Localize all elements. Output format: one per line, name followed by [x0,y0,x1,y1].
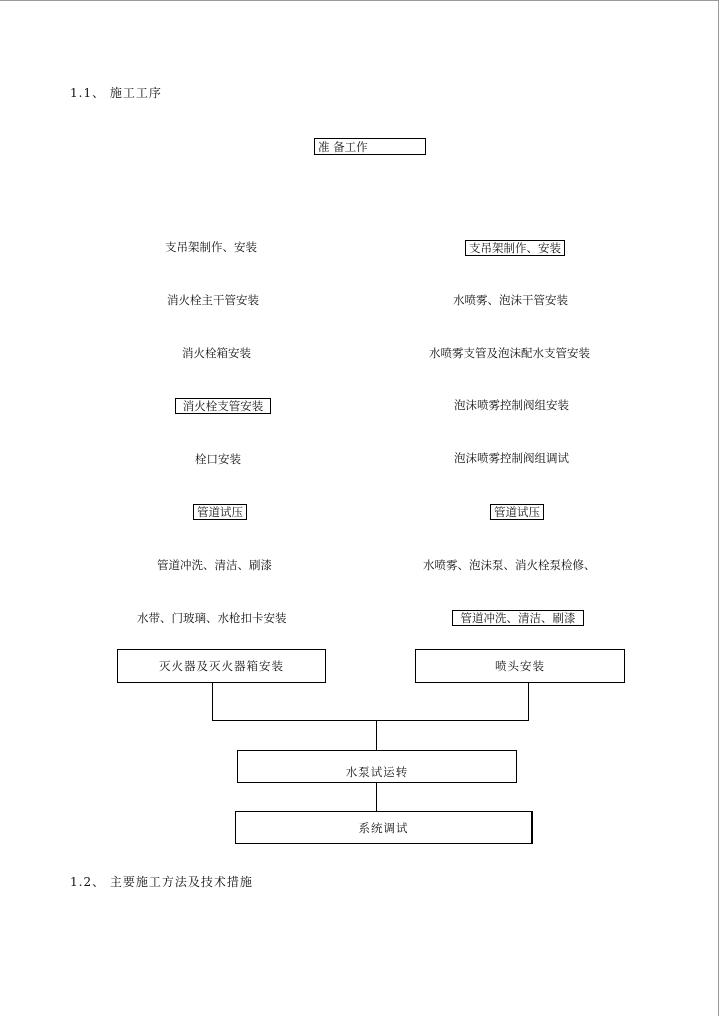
flow-right-step-8: 管道冲洗、清洁、刷漆 [452,610,584,626]
flow-right-step-2: 水喷雾、泡沫干管安装 [453,293,568,307]
flow-right-step-1: 支吊架制作、安装 [465,240,565,256]
section-heading-2: 1.2、 主要施工方法及技术措施 [70,875,253,889]
flow-right-step-4: 泡沫喷雾控制阀组安装 [454,398,569,412]
flow-step-prepare: 准 备工作 [314,138,426,155]
flow-right-step-3: 水喷雾支管及泡沫配水支管安装 [429,346,590,360]
flow-step-pump-test: 水泵试运转 [237,750,517,783]
connector-to-pump [376,720,377,750]
flow-step-sprinkler-install: 喷头安装 [415,649,625,683]
flow-left-step-2: 消火栓主干管安装 [167,293,259,307]
flow-left-step-6: 管道试压 [193,504,247,520]
flow-left-step-7: 管道冲洗、清洁、刷漆 [157,558,272,572]
connector-right-vertical [528,683,529,720]
flow-left-step-4: 消火栓支管安装 [175,398,271,414]
flow-step-extinguisher-install: 灭火器及灭火器箱安装 [117,649,326,683]
flow-left-step-1: 支吊架制作、安装 [165,240,257,254]
connector-to-system [376,783,377,811]
connector-horizontal [212,720,529,721]
flow-left-step-8: 水带、门玻璃、水枪扣卡安装 [137,611,287,625]
flow-right-step-6: 管道试压 [490,504,544,520]
connector-left-vertical [212,683,213,720]
flow-step-system-debug: 系统调试 [235,811,533,844]
flow-left-step-5: 栓口安装 [195,452,241,466]
flow-right-step-5: 泡沫喷雾控制阀组调试 [454,451,569,465]
flow-right-step-7: 水喷雾、泡沫泵、消火栓泵检修、 [423,558,596,572]
flow-left-step-3: 消火栓箱安装 [182,346,251,360]
section-heading-1: 1.1、 施工工序 [70,86,162,100]
